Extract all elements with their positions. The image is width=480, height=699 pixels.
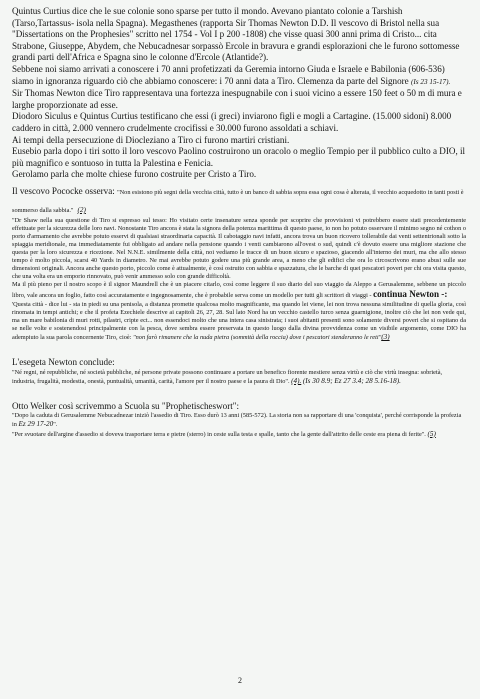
esegeta-footnote-ref: (4). [291,376,302,385]
section-gap [12,342,466,350]
esegeta-scripture-refs: (Is 30 8.9; Ez 27 3.4; 28 5.16-18). [302,376,401,385]
pococke-paragraph [12,181,466,217]
maundrell-continua: continua Newton -: [373,289,448,300]
welker-text-2: "Per svuotare dell'argine d'assedio si doveva trasportare terra e pietre (sterro) in ceste sulla testa e spalle, tanto che la gente dall'attrito delle ceste era piena di ferite". [12,430,426,438]
welker-text-1-end: ". [53,421,58,429]
welker-text-1: "Dopo la caduta di Gerusalemme Nebucadnezar iniziò l'assedio di Tiro. Esso durò 13 anni (585-572). La storia non sa rapportare di una 'conquista', perché corrisponde la profezia in [12,412,462,429]
seventy-years-text: Sebbene noi siamo arrivati a conoscere i 70 anni profetizzati da Geremia intorno Giuda e Israele e Babilonia (606-536) siamo in ignoranza riguardo ciò che abbiamo conoscere: i 70 anni data a Tiro. Clemenza da parte del Signore [12,63,445,86]
gerolamo-paragraph: Gerolamo parla che molte chiese furono costruite per Cristo a Tiro. [12,169,257,180]
questa-paragraph [12,301,466,342]
page-number: 2 [238,676,242,685]
tyre-fortress-paragraph: Sir Thomas Newton dice Tiro rappresentava una fortezza inespugnabile con i suoi vicino a essere 150 feet o 50 m di mura e larghe proporzionate ad esse. [12,88,462,110]
shaw-paragraph: "Dr Shaw nella sua questione di Tiro si espresso sul tesso: Ho visitato certe insenature senza sponde per scoprire che provvisioni vi potrebbero essere stati precedentemente effettuate per la sicurezza delle loro navi. Nonostante Tiro ancora è stata la signora della potenza marittima di questo paese, io non ho potuto osservare il minimo segno né cothon o porto d'armamento che avrebbe potuto esservi di qualsiasi straordinaria capacità. Il cabotaggio navi infatti, ancora trova un buon ricovero tollerabile dai venti settentrionali sotto la spiaggia meridionale, ma immediatamente fui obbligato ad andare nella pensione quando i venti cambiarono all'ovest o sud, quindi c'è dovuto essere una migliore stazione che questa per la loro sicurezza e ricezione. Nel N.N.E. similmente della città, noi vediamo le tracce di un buon sicuro e spazioso, giacendo all'interno dei muri, ma che allo stesso tempo è molto piccola, scarsi 40 Yards in diametro. Ne mai avrebbe potuto godere una più grande area, a meno che gli edifici che ora lo circoscrivono erano abusi sulle sue dimensioni originali. Ancora anche questo porto, piccolo come è attualmente, è così ostruito con sabbia e spazzatura, che le barche di quei pescatori poveri per chi ora visita questo, che una volta era un emporio rinnovato, può venir ammesso solo con grande difficoltà. [12,216,466,281]
welker-footnote-ref: (5) [427,429,436,438]
ezekiel-reference: Ez 29 17-20 [18,420,54,429]
curtius-paragraph: Quintus Curtius dice che le sue colonie sono sparse per tutto il mondo. Avevano piantato colonie a Tarshish (Tarso,Tartassus- isola nella Spagna). Megasthenes (rapporta Sir Thomas Newton D.D. Il vescovo di Bristol nella sua "Dissertations on the Prophesies" scritto nel 1754 - Vol I p 200 -1808) che visse quasi 300 anni prima di Cristo... cita Strabone, Giuseppe, Abydem, che Nebucadnesar sorpassò Ercole in bravura e grandi esplorazioni che le furono sottomesse grandi parti dell'Africa e Spagna sino le colonne d'Ercole (Atlantide?). [12,6,460,63]
questa-text: 'Questa città - dice lui - sta in piedi su una penisola, a distanza promette qualcosa molto magnificante, ma quando lei viene, lei non trova nessuna similitudine di quella gloria, così rinomata in tempi antichi; e che il profeta Ezechiele descrive ai capitoli 26, 27, 28. Sul lato Nord ha un vecchio castello turco senza guarnigione, inoltre ciò che lei non vede qui, ma un mare babilonia di muri rotti, pilastri, cripte ect... non essendoci molto che una intera casa sinistrata; i suoi abitanti presenti sono solamente diversi poveri che si ospitano da se nelle volte e sostenendosi principalmente con la pesca, dove sembra essere preservata in questo luogo dalla divina provvidenza come un visibile argomento, come DIO ha adempiuto la sua parola concernente Tiro, cioè: [12,300,466,342]
maundrell-paragraph [12,281,466,301]
pococke-lead: Il vescovo Pococke osserva: [12,185,118,196]
section-gap-2 [12,386,466,394]
diodoro-paragraph: Diodoro Siculus e Quintus Curtius testificano che essi (i greci) inviarono figli e mogli a Cartagine. (15.000 sidoni) 8.000 caddero in città, 2.000 vennero crudelmente crocifissi e 30.000 furono assoldati a schiavi. [12,111,452,133]
diocleziano-paragraph: Ai tempi della persecuzione di Diocleziano a Tiro ci furono martiri cristiani. [12,134,290,145]
seventy-years-paragraph [12,64,466,88]
questa-footnote-ref: (3) [381,333,390,342]
isaiah-reference: (Is 23 15-17). [411,77,451,86]
esegeta-paragraph [12,369,466,386]
questa-prophecy-quote: "non farò rimanere che la nuda pietra (sommità della roccia) dove i pescatori stenderanno le reti" [133,334,382,342]
pococke-quote: "Non esistono più segni della vecchia città, tutto è un banco di sabbia sopra essa ogni cosa è alterata, il vecchio acquedotto in tanti posti è sommerso dalla sabbia." [12,188,464,214]
welker-paragraph-1 [12,412,466,429]
esegeta-text: "Né regni, né repubbliche, né società pubbliche, né persone private possono continuare a portare un benefico fiorente mestiere senza virtù e ciò che virtù insegna: sobrietà, industria, frugalità, modestia, onestà, puntualità, umanità, carità, l'amore per il nostro paese e la paura di Dio". [12,368,443,385]
pococke-footnote-ref: (2) [77,205,86,214]
esegeta-heading: L'esegeta Newton conclude: [12,357,115,368]
welker-heading: Otto Welker così scrivemmo a Scuola su "Prophetischeswort": [12,400,240,411]
maundrell-text: Ma il più pieno per il nostro scopo è il signor Maundrell che è un piacere citarlo, così come leggere il suo diario del suo viaggio da Aleppo a Gerusalemme, sebbene un piccolo libro, vale ancora un foglio, fatto così accuratamente e ingegnosamente, che è probabile serva come un modello per tutti gli scrittori di viaggi - [12,281,466,300]
eusebio-paragraph: Eusebio parla dopo i tiri sotto il loro vescovo Paolino costruirono un oracolo o meglio Tempio per il pubblico culto a DIO, il più magnifico e sontuoso in tutta la Palestina e Fenicia. [12,146,466,168]
welker-paragraph-2 [12,430,466,439]
